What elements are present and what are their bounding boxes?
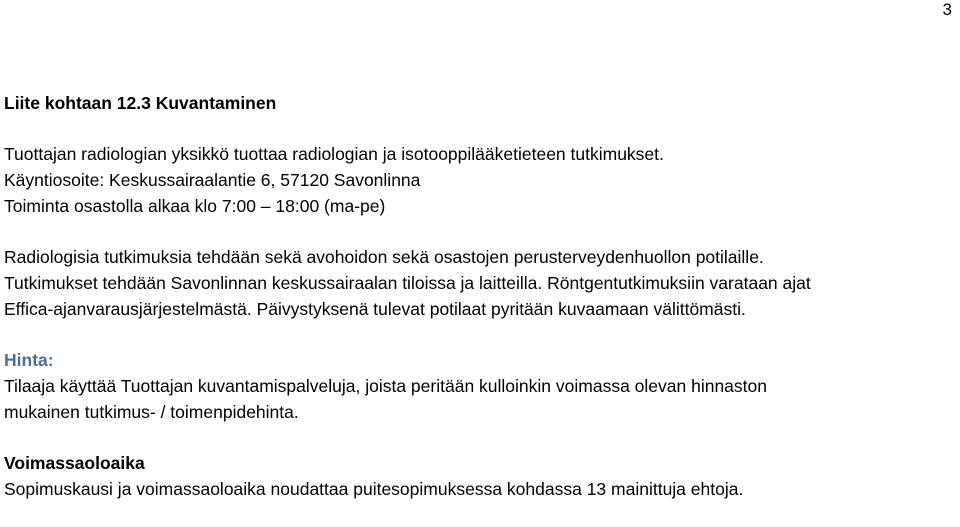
page-number: 3 <box>942 0 952 19</box>
hinta-section <box>4 347 954 425</box>
intro-line: Toiminta osastolla alkaa klo 7:00 – 18:00 (ma-pe) <box>4 196 386 216</box>
radiology-line: Effica-ajanvarausjärjestelmästä. Päivystyksenä tulevat potilaat pyritään kuvaamaan välittömästi. <box>4 299 746 319</box>
radiology-line: Tutkimukset tehdään Savonlinnan keskussairaalan tiloissa ja laitteilla. Röntgentutkimuksiin varataan ajat <box>4 273 811 293</box>
voimassaoloaika-section <box>4 450 954 502</box>
voimassaoloaika-line: Sopimuskausi ja voimassaoloaika noudattaa puitesopimuksessa kohdassa 13 mainittuja ehtoja. <box>4 479 744 499</box>
hinta-line: mukainen tutkimus- / toimenpidehinta. <box>4 402 299 422</box>
intro-line: Käyntiosoite: Keskussairaalantie 6, 57120 Savonlinna <box>4 170 421 190</box>
radiology-line: Radiologisia tutkimuksia tehdään sekä avohoidon sekä osastojen perusterveydenhuollon potilaille. <box>4 247 764 267</box>
hinta-heading: Hinta: <box>4 350 54 370</box>
radiology-paragraph <box>4 244 954 322</box>
voimassaoloaika-heading: Voimassaoloaika <box>4 453 145 473</box>
document-body <box>4 90 954 527</box>
section-title: Liite kohtaan 12.3 Kuvantaminen <box>4 93 277 113</box>
intro-line: Tuottajan radiologian yksikkö tuottaa radiologian ja isotooppilääketieteen tutkimukset. <box>4 144 664 164</box>
intro-paragraph <box>4 141 954 219</box>
hinta-line: Tilaaja käyttää Tuottajan kuvantamispalveluja, joista peritään kulloinkin voimassa olevan hinnaston <box>4 376 767 396</box>
